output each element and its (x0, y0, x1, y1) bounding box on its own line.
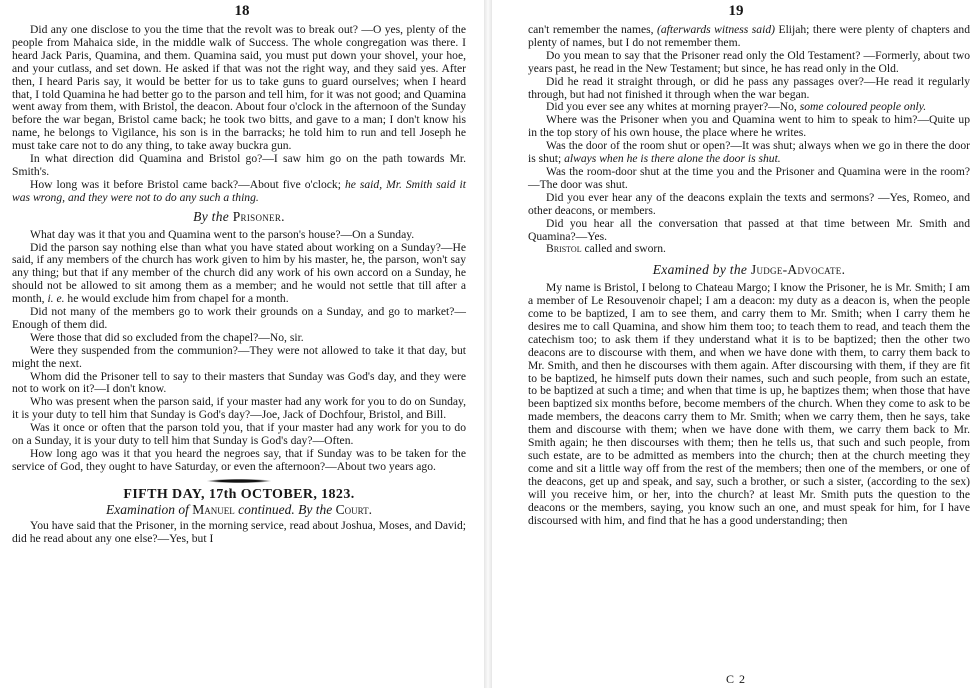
paragraph (12, 179, 466, 205)
exam-prefix: Examination of (106, 501, 189, 517)
right-page (492, 0, 980, 688)
paragraph-italic: some coloured people only. (799, 100, 927, 114)
signature-mark: C 2 (725, 672, 746, 686)
page-number-left: 18 (234, 3, 250, 19)
left-page-text (12, 24, 466, 545)
paragraph-italic: always when he is there alone the door is shut. (564, 152, 781, 166)
paragraph-italic: he said, Mr. Smith said it was wrong, and they were not to do any such a thing. (12, 177, 466, 204)
paragraph: What day was it that you and Quamina went to the parson's house?—On a Sunday. (30, 227, 415, 241)
heading-name: Judge-Advocate. (750, 262, 846, 278)
ornamental-rule (207, 479, 271, 483)
paragraph: Was it once or often that the parson told you, that if your master had any work for you to do on a Sunday, it is your duty to tell him that Sunday is God's day?—Often. (12, 421, 466, 448)
paragraph: Whom did the Prisoner tell to say to their masters that Sunday was God's day, and they were not to work on it?—I don't know. (12, 369, 466, 396)
paragraph: Do you mean to say that the Prisoner read only the Old Testament? —Formerly, about two years past, he read in the New Testament; but since, he has read only in the Old. (528, 48, 970, 75)
paragraph-text: Did the parson say nothing else than what you have stated about working on a Sunday?—He said, if any members of the church has work given to him by his master, he, the parson, won't say any thing; but that if any member of the church did any work of his own accord on a Sunday, he should not be allowed to sit among them as a member; and he would not settle that till after a month, (12, 240, 466, 306)
exam-name: Manuel (192, 501, 235, 517)
paragraph: You have said that the Prisoner, in the morning service, read about Joshua, Moses, and David; did he read about any one else?—Yes, but I (12, 518, 466, 545)
sworn-name: Bristol (546, 242, 582, 256)
paragraph: Did he read it straight through, or did he pass any passages over?—He read it regularly through, but had not finished it through when the war began. (528, 74, 970, 101)
paragraph (12, 242, 466, 307)
exam-court: Court. (335, 501, 372, 517)
paragraph: Where was the Prisoner when you and Quamina went to him to speak to him?—Quite up in the top story of his own house, the place where he writes. (528, 113, 970, 140)
heading-prefix: By the (193, 208, 230, 224)
section-heading-judge-advocate (528, 264, 970, 277)
left-page (0, 0, 484, 688)
page-number-right: 19 (728, 3, 744, 19)
paragraph: Did not many of the members go to work their grounds on a Sunday, and go to market?—Enough of them did. (12, 305, 466, 331)
paragraph: In what direction did Quamina and Bristol go?—I saw him go on the path towards Mr. Smith's. (12, 152, 466, 178)
paragraph-text: Elijah; there were plenty of chapters and plenty of names, but I do not remember them. (528, 23, 970, 49)
heading-prefix: Examined by the (652, 262, 748, 278)
paragraph-italic: (afterwards witness said) (657, 23, 775, 36)
book-gutter (484, 0, 492, 688)
section-heading-prisoner (12, 208, 466, 224)
paragraph: Were they suspended from the communion?—They were not allowed to take it that day, but might the next. (12, 343, 466, 370)
right-page-text (528, 24, 970, 527)
exam-middle: continued. By the (238, 501, 333, 517)
paragraph (528, 140, 970, 166)
day-heading: FIFTH DAY, 17th OCTOBER, 1823. (123, 486, 355, 502)
examination-subheading (12, 501, 466, 517)
paragraph (528, 24, 970, 50)
paragraph-text: he would exclude him from chapel for a month. (67, 292, 289, 306)
heading-name: Prisoner. (232, 208, 285, 224)
paragraph-italic: i. e. (47, 292, 65, 306)
sworn-line (528, 243, 970, 256)
paragraph: My name is Bristol, I belong to Chateau Margo; I know the Prisoner, he is Mr. Smith; I am a member of Le Resouvenoir chapel; I am a deacon: my duty as a deacon is, when the people come to be baptized, I am to see them, and carry them to Mr. Smith; when I carry them he desires me to call Quamina, and show him them too; to teach them to read, and teach them the catechism too; to ask them if they understand what it is to be baptized; then the other two deacons are to discourse with them, and when we have done with them, to carry them back to Mr. Smith, and then he discourses with them again. After discoursing with them, if they are fit to be baptized, he himself puts down their names, such and such people, from such an estate, to be baptized at such a time; and when that time is up, he baptizes them; when those that have been baptized six months before, become members of the church. When they come to ask to be made members, the deacons carry them to Mr. Smith; when we carry them, then he says, take them and discourse with them; when we have done with them, we carry them back to Mr. Smith again; he then discourses with them; then he tells us, that such and such people, from such estate, are to be admitted as members into the church; then at the church meeting they come and sit a little way off from the rest of the members; then one of the members, or one of the deacons, get up and speak, and say, such a brother, or such a sister, (according to the sex) will you receive him, or her, into the church? at least Mr. Smith puts the question to the deacons or the members, saying, you know such an one, and must speak for him, for I have discoursed with him, and find that he has a good understanding; then (528, 281, 970, 527)
paragraph: Did you hear all the conversation that passed at that time between Mr. Smith and Quamina?—Yes. (528, 216, 970, 243)
paragraph: Did any one disclose to you the time that the revolt was to break out? —O yes, plenty of the people from Mahaica side, in the middle walk of Success. The whole congregation was there. I heard Jack Paris, Quamina, and them. Quamina said, you must put down your shovel, your hoe, and your cutlass, and set down. He asked if that was not the right way, and they said yes. After then, I heard Paris say, it would be better for us to take guns to guard ourselves; when I heard that, I told Quamina he had better go to the parson and tell him, for it was not good; and Quamina went away from them, with Bristol, the deacon. About four o'clock in the afternoon of the Sunday before the war began, Bristol came back; he took two bitts, and gave to a man; I don't know his name, he belongs to Vigilance, his son is in the barracks; he told him to run and tell Joseph he must take care not to do any thing, to take away buckra gun. (12, 23, 466, 153)
paragraph: How long ago was it that you heard the negroes say, that if Sunday was to be taken for the service of God, they ought to have Saturday, or even the afternoon?—About two years ago. (12, 447, 466, 473)
paragraph: Who was present when the parson said, if your master had any work for you to do on Sunday, it is your duty to tell him that Sunday is God's day?—Joe, Jack of Dochfour, Bristol, and Bill. (12, 395, 466, 422)
paragraph-text: Was the door of the room shut or open?—It was shut; always when we go in there the door is shut; (528, 139, 970, 166)
paragraph-text: Did you ever see any whites at morning prayer?—No, (546, 100, 797, 114)
paragraph-text: can't remember the names, (528, 23, 654, 36)
paragraph: Were those that did so excluded from the chapel?—No, sir. (30, 330, 304, 344)
sworn-text: called and sworn. (584, 242, 666, 256)
paragraph: Was the room-door shut at the time you and the Prisoner and Quamina were in the room?—The door was shut. (528, 164, 970, 191)
paragraph-text: How long was it before Bristol came back?—About five o'clock; (30, 177, 341, 191)
paragraph: Did you ever hear any of the deacons explain the texts and sermons? —Yes, Romeo, and other deacons, or members. (528, 190, 970, 217)
